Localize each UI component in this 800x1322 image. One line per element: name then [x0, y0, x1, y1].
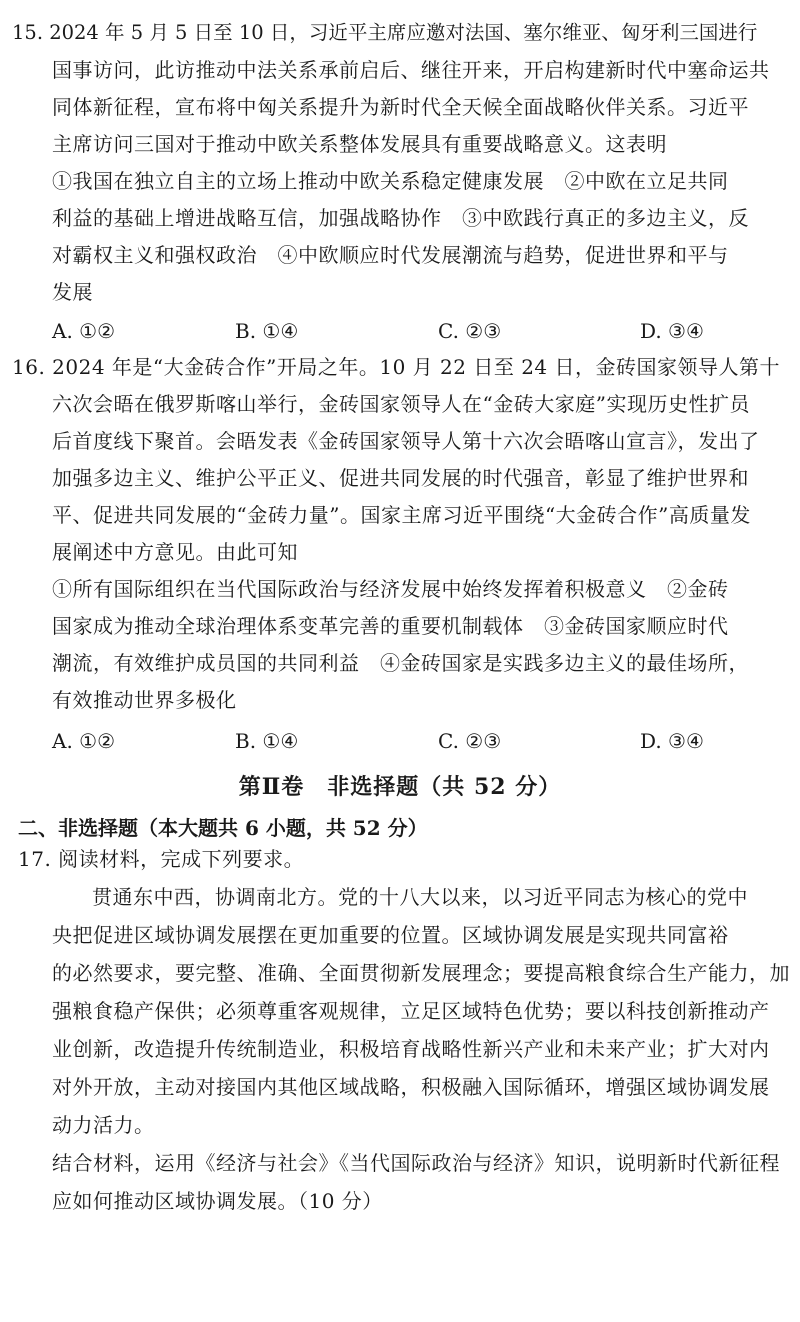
q16-line-6: 展阐述中方意见。由此可知 [52, 540, 298, 564]
q15-options [0, 319, 800, 343]
q16-line-4: 加强多边主义、维护公平正义、促进共同发展的时代强音，彰显了维护世界和 [52, 466, 749, 490]
q17-material-line-7: 动力活力。 [52, 1113, 155, 1137]
q16-line-10: 有效推动世界多极化 [52, 688, 237, 712]
q17-material-line-5: 业创新，改造提升传统制造业，积极培育战略性新兴产业和未来产业；扩大对内 [52, 1037, 770, 1061]
q15-line-3: 同体新征程，宣布将中匈关系提升为新时代全天候全面战略伙伴关系。习近平 [52, 95, 749, 119]
part-two-heading: 二、非选择题（本大题共 6 小题，共 52 分） [18, 816, 428, 840]
q15-line-2: 国事访问，此访推动中法关系承前启后、继往开来，开启构建新时代中塞命运共 [52, 58, 770, 82]
q16-line-5: 平、促进共同发展的“金砖力量”。国家主席习近平围绕“大金砖合作”高质量发 [52, 503, 751, 527]
section-ii-title: 第Ⅱ卷 非选择题（共 52 分） [238, 774, 562, 800]
q16-option-d: D. ③④ [640, 729, 704, 753]
q17-material-line-2: 央把促进区域协调发展摆在更加重要的位置。区域协调发展是实现共同富裕 [52, 923, 729, 947]
q15-option-c: C. ②③ [438, 319, 502, 343]
q16-line-7: ①所有国际组织在当代国际政治与经济发展中始终发挥着积极意义 ②金砖 [52, 577, 729, 601]
q17-stem: 17. 阅读材料，完成下列要求。 [18, 847, 305, 871]
q16-line-2: 六次会晤在俄罗斯喀山举行，金砖国家领导人在“金砖大家庭”实现历史性扩员 [52, 392, 750, 416]
q15-line-1: 15. 2024 年 5 月 5 日至 10 日，习近平主席应邀对法国、塞尔维亚、匈牙利三国进行 [12, 21, 758, 44]
q17-task-line-2: 应如何推动区域协调发展。（10 分） [52, 1189, 383, 1213]
q15-option-a: A. ①② [52, 319, 116, 343]
q17-material-line-1: 贯通东中西，协调南北方。党的十八大以来，以习近平同志为核心的党中 [92, 885, 748, 909]
q17-material-line-4: 强粮食稳产保供；必须尊重客观规律，立足区域特色优势；要以科技创新推动产 [52, 999, 770, 1023]
q15-option-d: D. ③④ [640, 319, 704, 343]
q16-option-b: B. ①④ [235, 729, 299, 753]
q15-line-7: 对霸权主义和强权政治 ④中欧顺应时代发展潮流与趋势，促进世界和平与 [52, 243, 729, 267]
q17-task-line-1: 结合材料，运用《经济与社会》《当代国际政治与经济》知识，说明新时代新征程 [52, 1151, 780, 1175]
q16-option-a: A. ①② [52, 729, 116, 753]
q16-option-c: C. ②③ [438, 729, 502, 753]
q15-line-8: 发展 [52, 280, 93, 304]
q15-line-4: 主席访问三国对于推动中欧关系整体发展具有重要战略意义。这表明 [52, 132, 667, 156]
q15-option-b: B. ①④ [235, 319, 299, 343]
q15-line-5: ①我国在独立自主的立场上推动中欧关系稳定健康发展 ②中欧在立足共同 [52, 169, 729, 193]
q16-options [0, 729, 800, 753]
q17-material-line-6: 对外开放，主动对接国内其他区域战略，积极融入国际循环，增强区域协调发展 [52, 1075, 770, 1099]
q17-material-line-3: 的必然要求，要完整、准确、全面贯彻新发展理念；要提高粮食综合生产能力，加 [52, 961, 790, 985]
q16-line-1: 16. 2024 年是“大金砖合作”开局之年。10 月 22 日至 24 日，金砖国家领导人第十 [12, 355, 781, 379]
q16-line-9: 潮流，有效维护成员国的共同利益 ④金砖国家是实践多边主义的最佳场所， [52, 651, 749, 675]
q15-line-6: 利益的基础上增进战略互信，加强战略协作 ③中欧践行真正的多边主义，反 [52, 206, 749, 230]
q16-line-8: 国家成为推动全球治理体系变革完善的重要机制载体 ③金砖国家顺应时代 [52, 614, 729, 638]
q16-line-3: 后首度线下聚首。会晤发表《金砖国家领导人第十六次会晤喀山宣言》，发出了 [52, 429, 760, 453]
